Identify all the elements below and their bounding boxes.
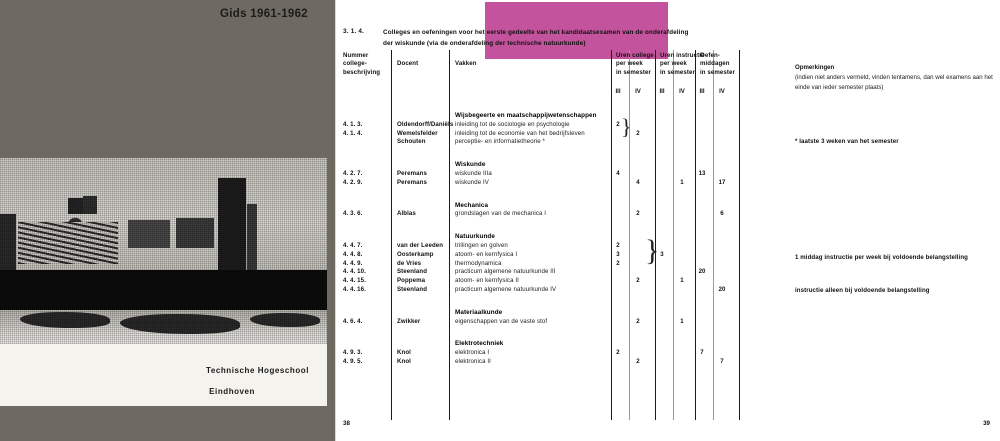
header-semester-iv: IV	[679, 88, 685, 95]
subject-heading: Natuurkunde	[455, 233, 495, 241]
row-docent: Steenland	[397, 268, 428, 276]
building-tower	[218, 178, 246, 274]
row-hours-c4: 2	[636, 129, 640, 137]
cover-title: Gids 1961-1962	[220, 8, 308, 20]
foreground-shape-2	[120, 314, 240, 334]
subject-heading: Mechanica	[455, 201, 489, 209]
building-box-2	[83, 196, 97, 214]
subject-heading: Wiskunde	[455, 161, 486, 169]
row-hours-i4: 1	[680, 178, 684, 186]
building-left	[0, 214, 16, 274]
row-docent: Wemelsfelder	[397, 129, 438, 137]
row-vak: practicum algemene natuurkunde IV	[455, 286, 557, 293]
row-vak: atoom- en kernfysica I	[455, 250, 518, 258]
book-cover	[0, 0, 335, 441]
header-number-line3: beschrijving	[343, 68, 381, 76]
row-docent: Knol	[397, 358, 411, 365]
row-hours-o4: 17	[718, 178, 726, 186]
row-hours-o4: 7	[720, 358, 724, 365]
remarks-subtitle: (indien niet anders vermeld, vinden tentamens, dan wel examens aan het einde van ieder semester plaats)	[795, 74, 993, 91]
row-hours-o4: 6	[720, 210, 724, 218]
row-docent: Oldendorff/Daniëls	[397, 120, 454, 128]
table-rule	[391, 50, 392, 420]
table-rule	[611, 50, 612, 420]
subject-heading: Wijsbegeerte en maatschappijwetenschappen	[455, 112, 597, 119]
header-number-line2: college-	[343, 60, 367, 68]
table-rule	[449, 50, 450, 420]
header-instructie-line3: in semester	[660, 68, 695, 76]
row-vak: trillingen en golven	[455, 242, 508, 249]
row-docent: Steenland	[397, 286, 428, 293]
row-hours-o3: 20	[698, 268, 706, 276]
row-docent: de Vries	[397, 259, 422, 267]
row-vak: inleiding tot de economie van het bedrijfsleven	[455, 129, 585, 137]
table-rule	[739, 50, 740, 420]
row-hours-c4: 2	[636, 277, 640, 285]
row-hours-i4: 1	[680, 277, 684, 285]
row-hours-i4: 1	[680, 317, 684, 325]
row-docent: Alblas	[397, 210, 416, 218]
row-course-number: 4. 4. 10.	[343, 268, 366, 276]
brace-wijsbegeerte: }	[621, 114, 632, 139]
foreground-shape-1	[20, 312, 110, 328]
header-semester-iii: III	[699, 88, 705, 95]
row-course-number: 4. 1. 4.	[343, 129, 363, 137]
subject-heading: Elektrotechniek	[455, 340, 504, 348]
header-semester-iv: IV	[635, 88, 641, 95]
row-course-number: 4. 1. 3.	[343, 120, 363, 128]
row-docent: Zwikker	[397, 317, 421, 325]
row-course-number: 4. 2. 7.	[343, 170, 363, 177]
header-instructie-line2: per week	[660, 60, 687, 68]
header-oefen-line1: Oefen-	[700, 52, 720, 59]
brace-natuurkunde: }	[645, 234, 660, 267]
row-hours-c3: 3	[616, 250, 620, 258]
row-hours-c3: 2	[616, 120, 620, 128]
header-college-line3: in semester	[616, 68, 651, 76]
header-semester-iii: III	[615, 88, 621, 95]
header-docent: Docent	[397, 60, 419, 68]
row-vak: eigenschappen van de vaste stof	[455, 317, 548, 325]
header-oefen-line2: middagen	[700, 60, 730, 68]
row-hours-c3: 4	[616, 170, 620, 177]
building-mid-2	[176, 218, 214, 248]
photo-sky	[0, 158, 327, 274]
remark-footnote: * laatste 3 weken van het semester	[795, 138, 899, 145]
row-docent: Knol	[397, 349, 411, 357]
row-vak: elektronica II	[455, 358, 491, 365]
foreground-shape-3	[250, 313, 320, 327]
header-oefen-line3: in semester	[700, 68, 735, 76]
header-college-line1: Uren college	[616, 52, 654, 59]
section-number: 3. 1. 4.	[343, 28, 365, 35]
row-hours-c3: 2	[616, 259, 620, 267]
row-docent: Oosterkamp	[397, 250, 434, 258]
header-semester-iii: III	[659, 88, 665, 95]
row-vak: grondslagen van de mechanica I	[455, 210, 547, 218]
row-vak: inleiding tot de sociologie en psychologie	[455, 120, 570, 128]
row-course-number: 4. 3. 6.	[343, 210, 363, 218]
subject-heading: Materiaalkunde	[455, 308, 503, 316]
row-course-number: 4. 4. 7.	[343, 242, 363, 249]
row-vak: perceptie- en informatietheorie *	[455, 138, 546, 146]
row-course-number: 4. 9. 3.	[343, 349, 363, 357]
header-number-line1: Nummer	[343, 52, 369, 59]
row-hours-c3: 2	[616, 349, 620, 357]
row-hours-c4: 2	[636, 317, 640, 325]
row-vak: elektronica I	[455, 349, 490, 357]
header-vakken: Vakken	[455, 60, 477, 68]
page-number-right: 39	[983, 420, 990, 427]
cover-institution: Technische Hogeschool	[206, 366, 309, 375]
cover-white-band	[0, 344, 327, 406]
cover-photograph	[0, 158, 327, 344]
row-hours-o4: 20	[718, 286, 726, 293]
row-hours-o3: 7	[700, 349, 704, 357]
row-hours-c4: 4	[636, 178, 640, 186]
remarks-title: Opmerkingen	[795, 64, 835, 71]
row-hours-c4: 2	[636, 358, 640, 365]
row-vak: thermodynamica	[455, 259, 502, 267]
row-docent: Schouten	[397, 138, 426, 146]
header-semester-iv: IV	[719, 88, 725, 95]
row-course-number: 4. 9. 5.	[343, 358, 363, 365]
course-table	[343, 50, 771, 420]
row-docent: van der Leeden	[397, 242, 444, 249]
remark-instructie-middag: 1 middag instructie per week bij voldoende belangstelling	[795, 254, 968, 261]
row-vak: practicum algemene natuurkunde III	[455, 268, 556, 276]
row-course-number: 4. 4. 8.	[343, 250, 363, 258]
building-mid-1	[128, 220, 170, 248]
page-gutter	[335, 0, 336, 441]
row-course-number: 4. 2. 9.	[343, 178, 363, 186]
building-tower-2	[247, 204, 257, 274]
row-vak: wiskunde IV	[455, 178, 489, 186]
remark-instructie-only: instructie alleen bij voldoende belangstelling	[795, 287, 930, 294]
row-docent: Poppema	[397, 277, 426, 285]
row-hours-c3: 2	[616, 242, 620, 249]
row-course-number: 4. 4. 16.	[343, 286, 366, 293]
table-rule	[695, 50, 696, 420]
row-docent: Peremans	[397, 170, 427, 177]
guide-page	[335, 0, 1000, 441]
row-docent: Peremans	[397, 178, 427, 186]
row-course-number: 4. 4. 9.	[343, 259, 363, 267]
row-hours-o3: 13	[698, 170, 706, 177]
row-hours-c4: 2	[636, 210, 640, 218]
header-instructie-line1: Uren instructie	[660, 52, 705, 59]
photo-foreground	[0, 310, 327, 344]
header-college-line2: per week	[616, 60, 643, 68]
table-rule	[673, 50, 674, 420]
remarks-column	[795, 64, 995, 92]
page-number-left: 38	[343, 420, 350, 427]
row-course-number: 4. 4. 15.	[343, 277, 366, 285]
section-title: Colleges en oefeningen voor het eerste gedeelte van het kandidaatsexamen van de onderafdeling der wiskunde (via de onderafdeling der technische natuurkunde)	[383, 29, 689, 47]
cover-city: Eindhoven	[209, 387, 255, 396]
row-vak: atoom- en kernfysica II	[455, 277, 519, 285]
building-slab	[18, 222, 118, 264]
row-hours-i3: 3	[660, 250, 664, 258]
row-course-number: 4. 6. 4.	[343, 317, 363, 325]
row-vak: wiskunde IIIa	[455, 170, 492, 177]
